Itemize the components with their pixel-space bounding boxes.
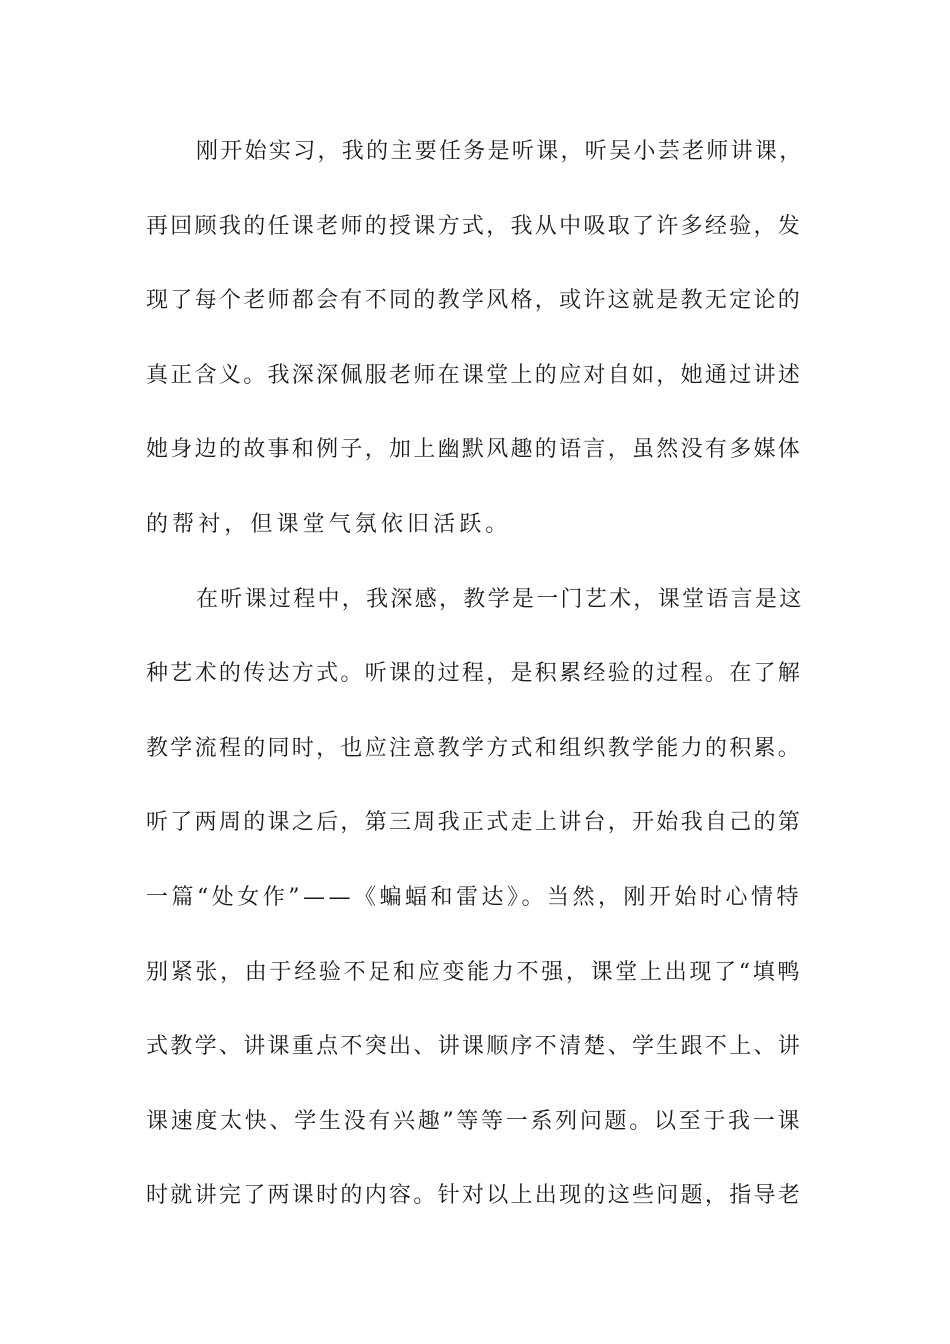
document-body bbox=[146, 132, 806, 1251]
paragraph-2-line-8: 课速度太快、学生没有兴趣”等等一系列问题。以至于我一课 bbox=[146, 1108, 803, 1134]
paragraph-1-line-6: 的帮衬，但课堂气氛依旧活跃。 bbox=[146, 511, 512, 537]
paragraph-1-line-1: 刚开始实习，我的主要任务是听课，听吴小芸老师讲课， bbox=[196, 139, 804, 164]
paragraph-2-line-4: 听了两周的课之后，第三周我正式走上讲台，开始我自己的第 bbox=[146, 810, 803, 836]
paragraph-2-line-1: 在听课过程中，我深感，教学是一门艺术，课堂语言是这 bbox=[196, 586, 804, 612]
paragraph-2-line-9: 时就讲完了两课时的内容。针对以上出现的这些问题，指导老 bbox=[146, 1183, 803, 1209]
paragraph-1-line-5: 她身边的故事和例子，加上幽默风趣的语言，虽然没有多媒体 bbox=[146, 437, 803, 463]
paragraph-2-line-7: 式教学、讲课重点不突出、讲课顺序不清楚、学生跟不上、讲 bbox=[146, 1034, 803, 1060]
paragraph-2-line-3: 教学流程的同时，也应注意教学方式和组织教学能力的积累。 bbox=[146, 735, 803, 761]
paragraph-2-line-2: 种艺术的传达方式。听课的过程，是积累经验的过程。在了解 bbox=[146, 661, 803, 687]
paragraph-1-line-3: 现了每个老师都会有不同的教学风格，或许这就是教无定论的 bbox=[146, 288, 803, 314]
paragraph-2-line-5: 一篇“处女作”——《蝙蝠和雷达》。当然，刚开始时心情特 bbox=[146, 884, 802, 910]
paragraph-1-line-2: 再回顾我的任课老师的授课方式，我从中吸取了许多经验，发 bbox=[146, 213, 803, 239]
paragraph-1-line-4: 真正含义。我深深佩服老师在课堂上的应对自如，她通过讲述 bbox=[146, 362, 803, 388]
paragraph-2-line-6: 别紧张，由于经验不足和应变能力不强，课堂上出现了“填鸭 bbox=[146, 959, 803, 985]
